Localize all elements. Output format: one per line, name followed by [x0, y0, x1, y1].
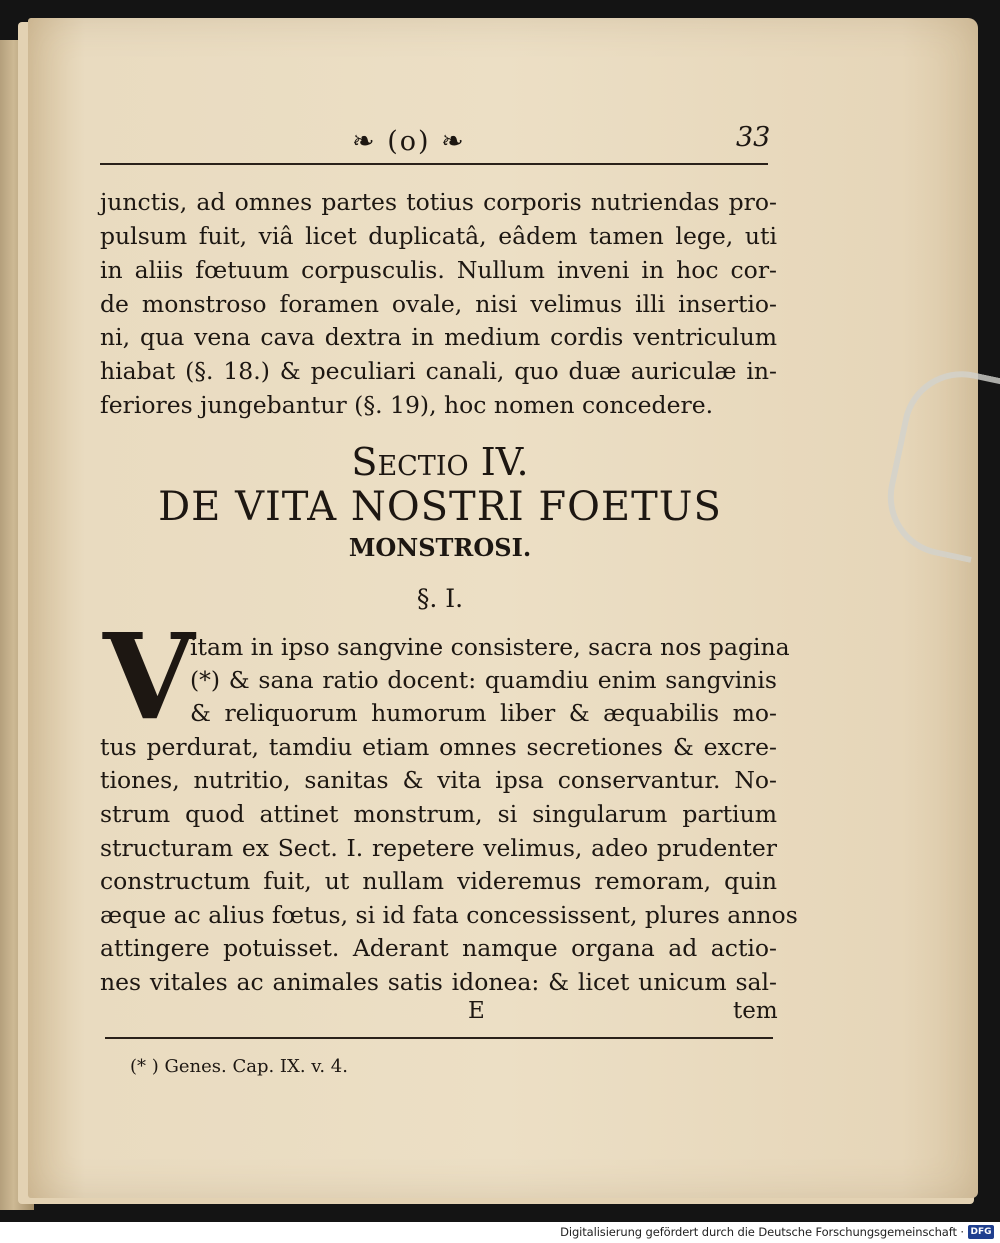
text-line: strum quod attinet monstrum, si singularum partium [100, 800, 777, 828]
text-line: & reliquorum humorum liber & æquabilis mo- [190, 699, 777, 727]
signature-mark: E [468, 998, 485, 1024]
text-line: junctis, ad omnes partes totius corporis nutriendas pro- [100, 188, 777, 216]
page-number: 33 [736, 122, 771, 153]
drop-cap: V [103, 607, 195, 746]
text-line: in aliis fœtuum corpusculis. Nullum inveni in hoc cor- [100, 256, 777, 284]
text-line: nes vitales ac animales satis idonea: & licet unicum sal- [100, 968, 777, 996]
text-line: tiones, nutritio, sanitas & vita ipsa conservantur. No- [100, 766, 777, 794]
text-line: de monstroso foramen ovale, nisi velimus illi insertio- [100, 290, 777, 318]
credit-bar [0, 1222, 1000, 1243]
section-number-heading: Sectio IV. [351, 440, 529, 484]
text-line: ni, qua vena cava dextra in medium cordis ventriculum [100, 323, 777, 351]
paragraph-sign: §. I. [416, 584, 464, 613]
text-line: attingere potuisset. Aderant namque organa ad actio- [100, 934, 777, 962]
credit-text: Digitalisierung gefördert durch die Deutsche Forschungsgemeinschaft · [560, 1225, 964, 1239]
text-line: itam in ipso sangvine consistere, sacra nos pagina [190, 633, 790, 661]
text-line: æque ac alius fœtus, si id fata concessissent, plures annos [100, 901, 798, 929]
text-line: feriores jungebantur (§. 19), hoc nomen concedere. [100, 391, 714, 419]
text-line: structuram ex Sect. I. repetere velimus, adeo prudenter [100, 834, 777, 862]
running-head-ornament: ❧ (o) ❧ [352, 126, 466, 157]
footnote: (* ) Genes. Cap. IX. v. 4. [130, 1056, 348, 1077]
text-line: constructum fuit, ut nullam videremus remoram, quin [100, 867, 777, 895]
header-rule [100, 163, 768, 165]
catchword: tem [733, 998, 778, 1024]
text-line: (*) & sana ratio docent: quamdiu enim sangvinis [190, 666, 777, 694]
text-line: hiabat (§. 18.) & peculiari canali, quo duæ auriculæ in- [100, 357, 777, 385]
footnote-rule [105, 1037, 773, 1039]
section-subtitle: MONSTROSI. [348, 533, 532, 562]
text-line: pulsum fuit, viâ licet duplicatâ, eâdem tamen lege, uti [100, 222, 777, 250]
dfg-logo: DFG [968, 1225, 994, 1239]
text-line: tus perdurat, tamdiu etiam omnes secretiones & excre- [100, 733, 777, 761]
section-title: DE VITA NOSTRI FOETUS [158, 484, 722, 530]
